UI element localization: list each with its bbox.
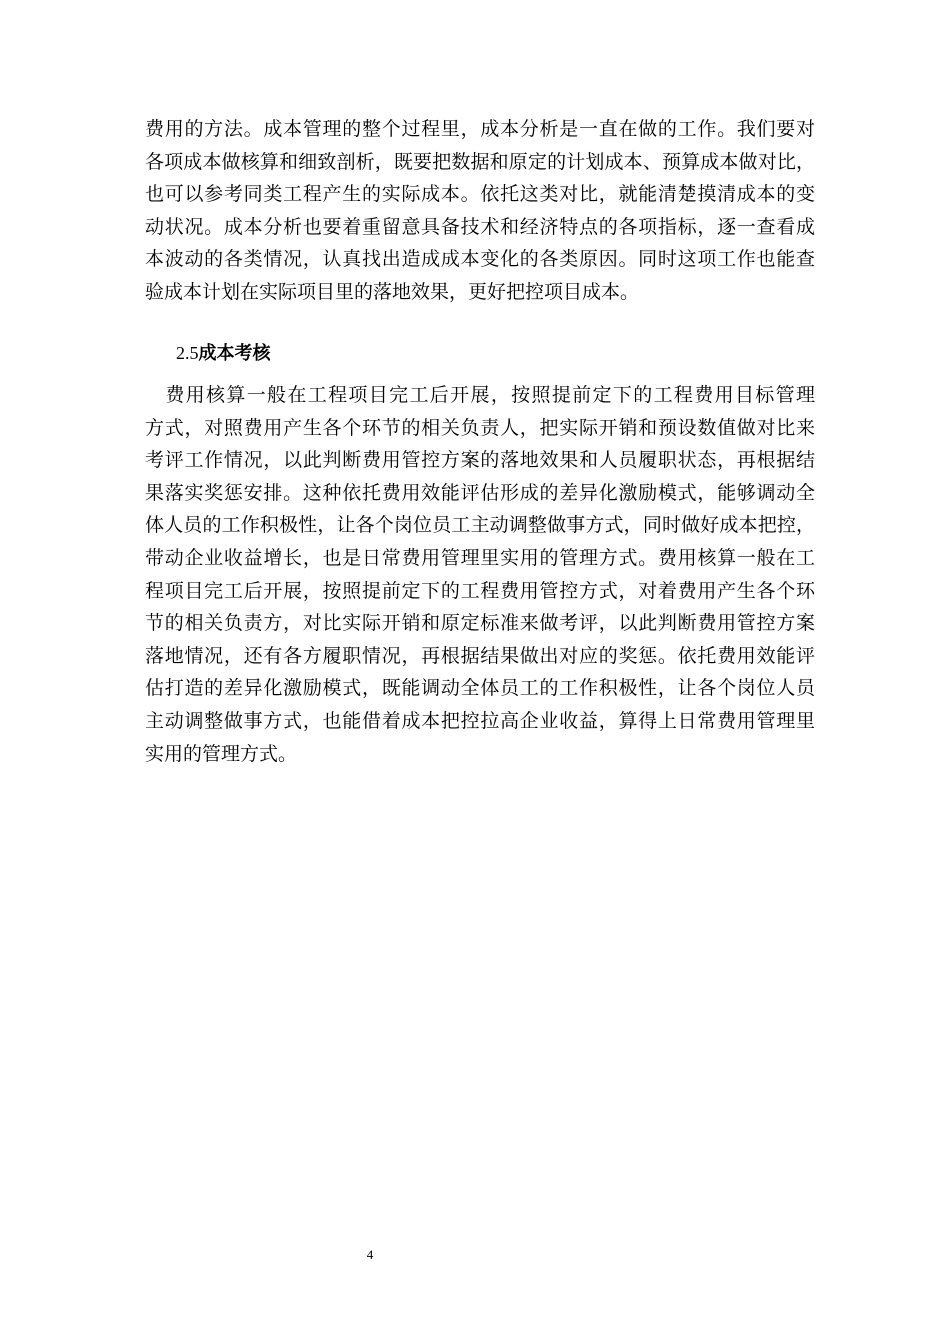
paragraph-line: 考评工作情况，以此判断费用管控方案的落地效果和人员履职状态，再根据结: [145, 449, 815, 472]
paragraph-line: 动状况。成本分析也要着重留意具备技术和经济特点的各项指标，逐一查看成: [145, 215, 815, 238]
paragraph-line: 程项目完工后开展，按照提前定下的工程费用管控方式，对着费用产生各个环: [145, 579, 815, 602]
paragraph-line: 费用核算一般在工程项目完工后开展，按照提前定下的工程费用目标管理: [145, 384, 815, 406]
paragraph-line: 验成本计划在实际项目里的落地效果，更好把控项目成本。: [145, 280, 640, 303]
paragraph-line: 方式，对照费用产生各个环节的相关负责人，把实际开销和预设数值做对比来: [145, 416, 815, 439]
page-number: 4: [366, 1247, 374, 1262]
paragraph-line: 也可以参考同类工程产生的实际成本。依托这类对比，就能清楚摸清成本的变: [145, 183, 815, 206]
paragraph-line: 本波动的各类情况，认真找出造成成本变化的各类原因。同时这项工作也能查: [145, 248, 815, 271]
paragraph-line: 主动调整做事方式，也能借着成本把控拉高企业收益，算得上日常费用管理里: [145, 709, 815, 732]
paragraph-line: 果落实奖惩安排。这种依托费用效能评估形成的差异化激励模式，能够调动全: [145, 481, 815, 504]
section-title: 成本考核: [198, 343, 271, 364]
paragraph-cost-assessment: [145, 379, 815, 770]
paragraph-line: 体人员的工作积极性，让各个岗位员工主动调整做事方式，同时做好成本把控，: [145, 514, 815, 537]
page-footer: [0, 1247, 950, 1263]
section-heading: [176, 338, 271, 369]
paragraph-line: 估打造的差异化激励模式，既能调动全体员工的工作积极性，让各个岗位人员: [145, 677, 815, 700]
paragraph-line: 带动企业收益增长，也是日常费用管理里实用的管理方式。费用核算一般在工: [145, 546, 815, 569]
paragraph-cost-analysis: [145, 113, 815, 309]
section-number: 2.5: [176, 343, 199, 363]
paragraph-line: 实用的管理方式。: [145, 742, 298, 765]
paragraph-line: 各项成本做核算和细致剖析，既要把数据和原定的计划成本、预算成本做对比，: [145, 150, 815, 173]
paragraph-line: 节的相关负责方，对比实际开销和原定标准来做考评，以此判断费用管控方案: [145, 612, 815, 635]
paragraph-line: 落地情况，还有各方履职情况，再根据结果做出对应的奖惩。依托费用效能评: [145, 644, 815, 667]
paragraph-line: 费用的方法。成本管理的整个过程里，成本分析是一直在做的工作。我们要对: [145, 118, 815, 140]
